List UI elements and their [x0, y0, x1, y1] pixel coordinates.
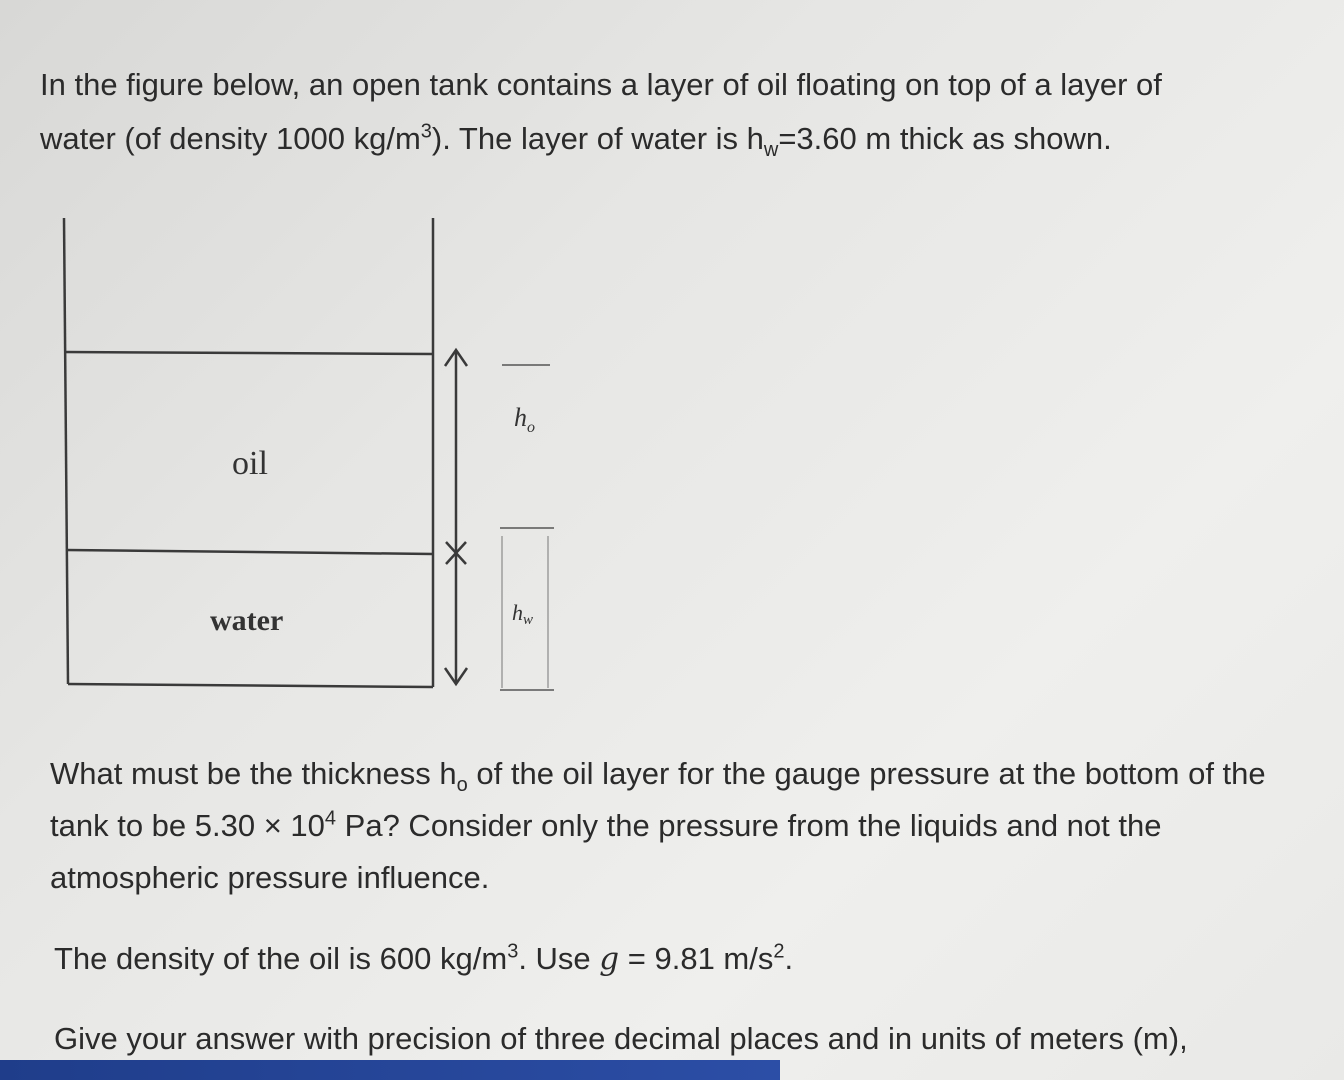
- question-text: What must be the thickness $h_o$ of the oil layer for the gauge pressure at the bottom of the tank to be $5.30 \times 10^4$ Pa? Consider only the pressure from the liquids and not the atmospheric pressure influence.: [50, 756, 1266, 895]
- answer-instructions: Give your answer with precision of three decimal places and in units of meters (m),: [54, 1021, 1188, 1056]
- water-label: water: [210, 604, 284, 637]
- intro-sup: 3: [420, 120, 432, 143]
- intro-line-2b: ). The layer of water is h: [431, 121, 764, 156]
- intro-line-2a: water (of density 1000 kg/m: [40, 121, 421, 156]
- oil-water-interface: [66, 550, 433, 554]
- oil-surface-line: [64, 352, 433, 354]
- tank-figure: [0, 200, 620, 720]
- tank-left-wall: [64, 218, 68, 684]
- density-text: The density of the oil is 600 $kg/m^3$. Use g = 9.81 $m/s^2$.: [54, 940, 794, 977]
- intro-line-2c: =3.60 m thick as shown.: [778, 121, 1112, 156]
- ho-label: $h_o$: [514, 403, 535, 436]
- intro-sub: w: [763, 139, 779, 162]
- intro-text: [40, 58, 1300, 166]
- oil-label: oil: [232, 445, 268, 482]
- tank-diagram: [0, 200, 620, 720]
- bottom-progress-bar: [0, 1060, 780, 1080]
- tank-bottom: [68, 684, 433, 687]
- intro-line-1: In the figure below, an open tank contains a layer of oil floating on top of a layer of: [40, 67, 1162, 102]
- hw-label: hw: [512, 600, 534, 628]
